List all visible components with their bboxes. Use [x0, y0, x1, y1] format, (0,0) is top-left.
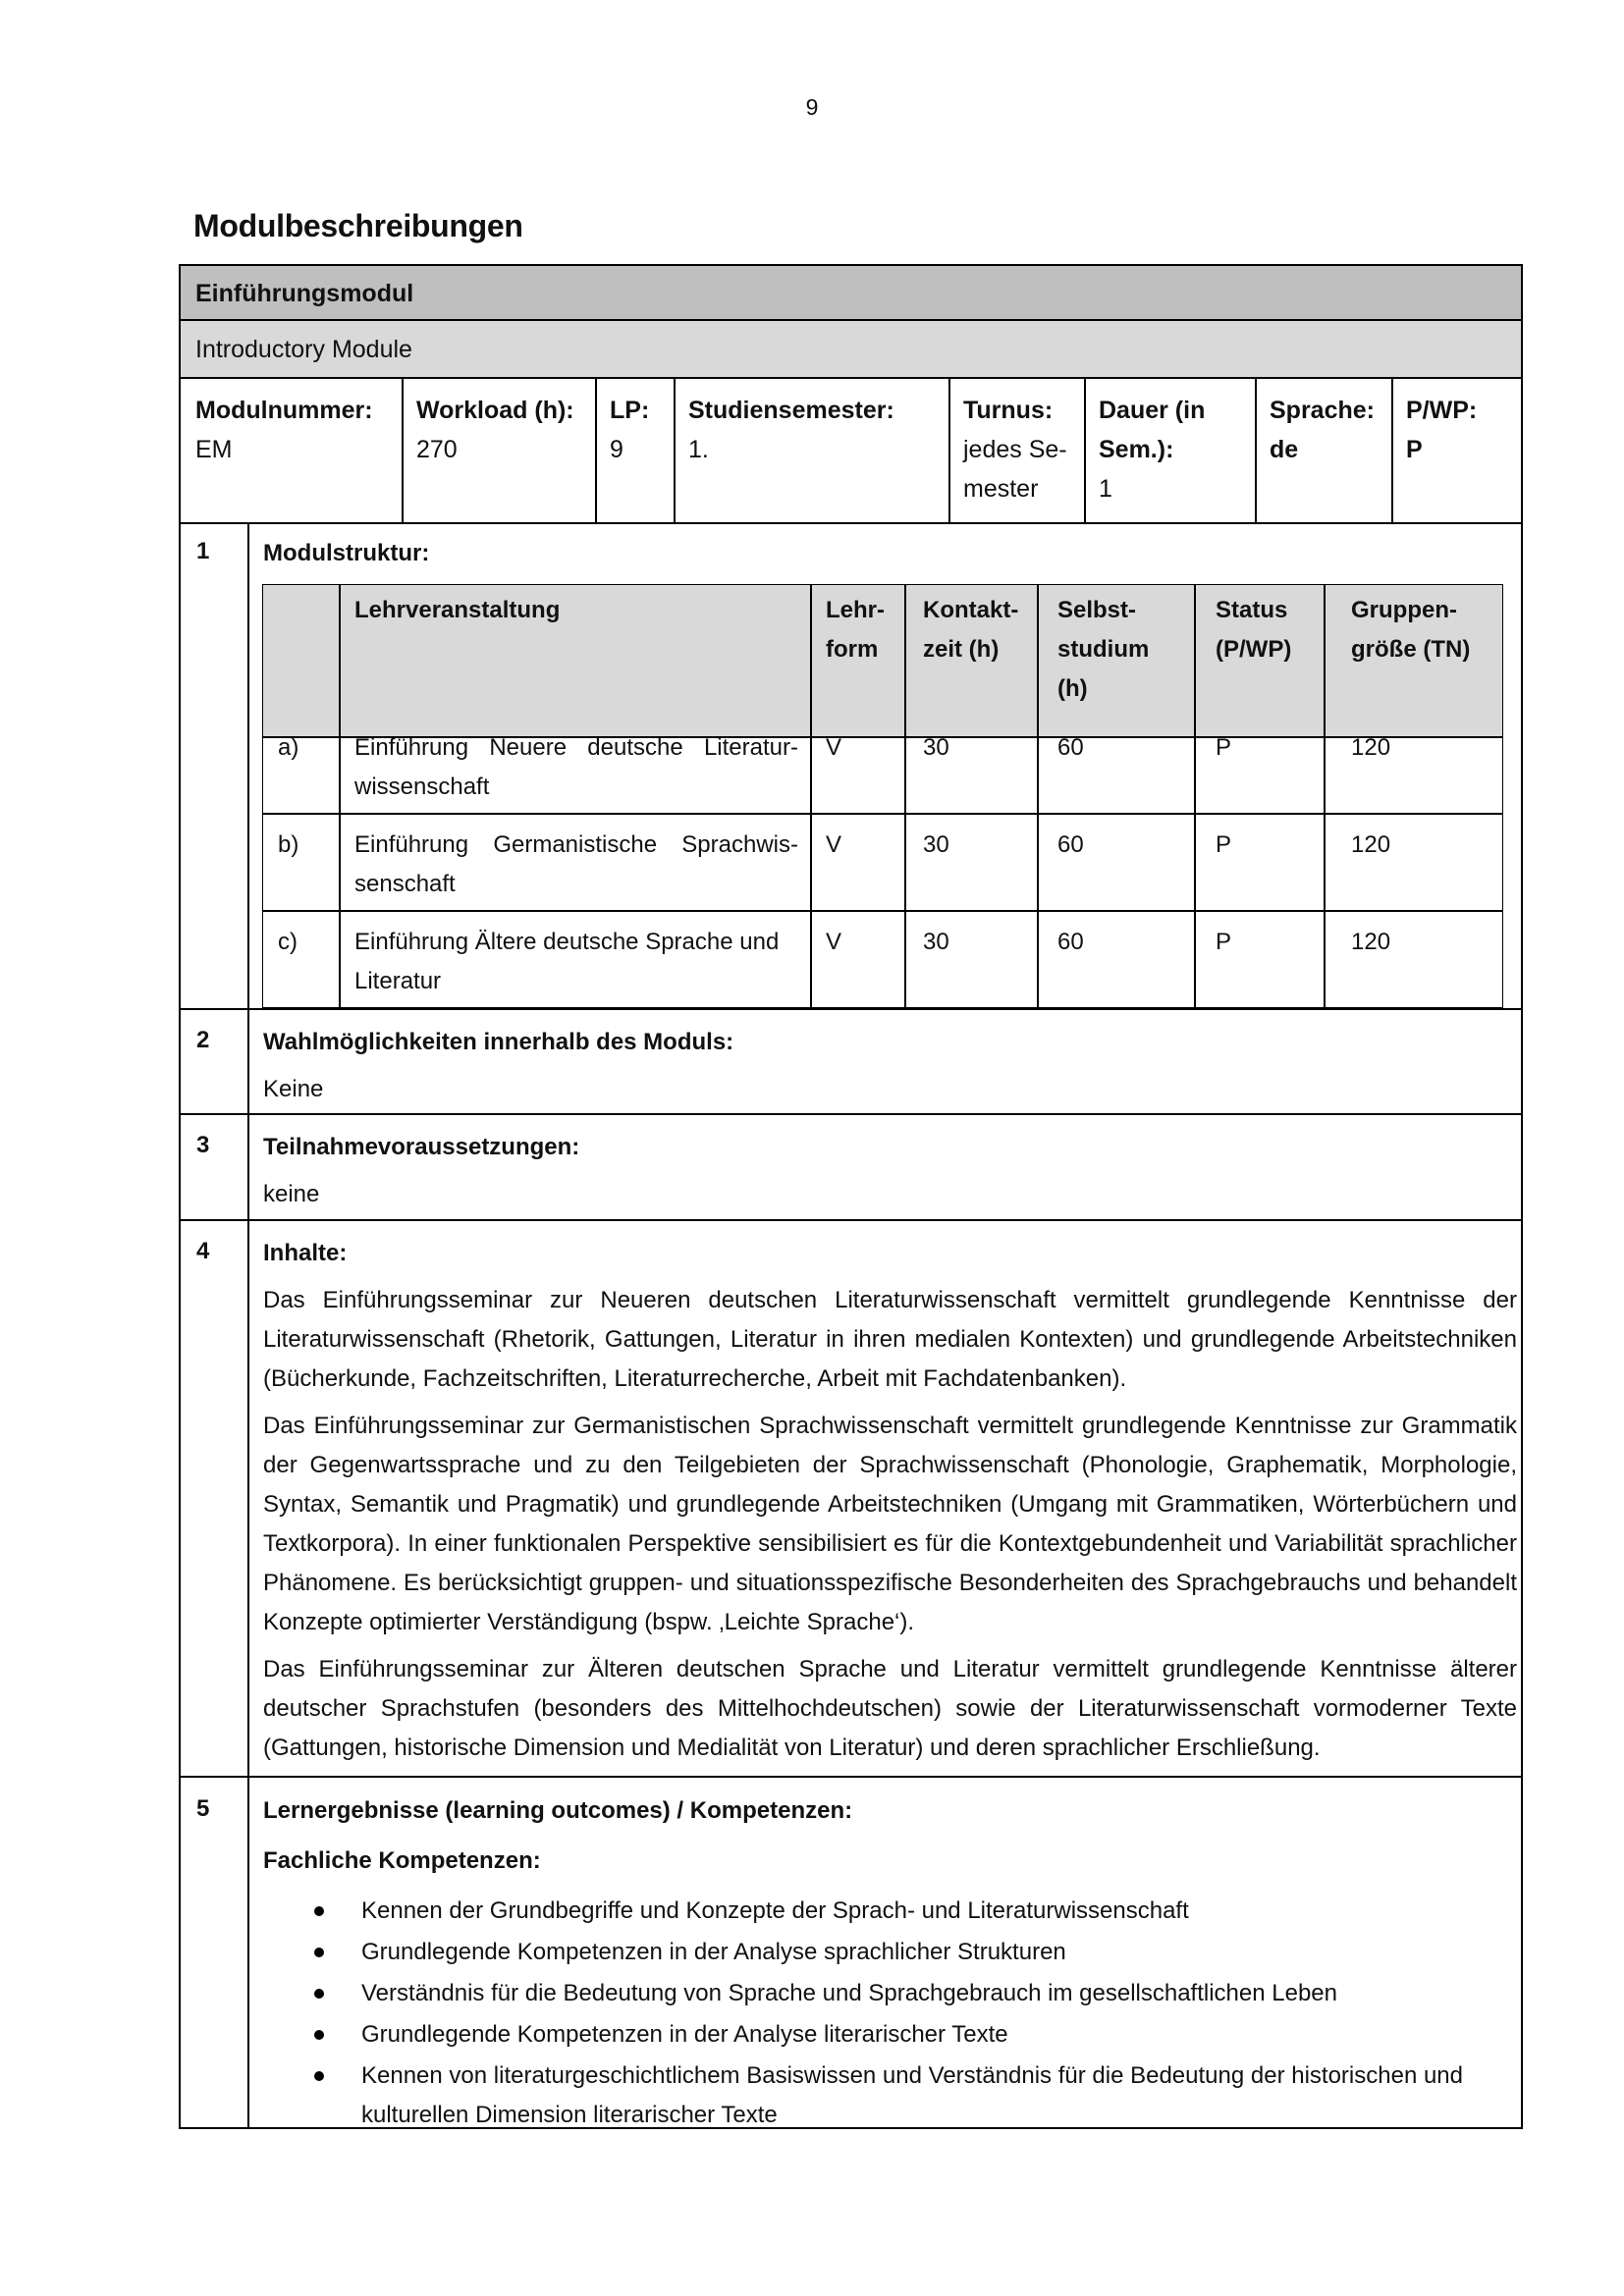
course-self-study-hours: 60 [1057, 831, 1084, 858]
course-form: V [826, 929, 842, 955]
divider [674, 379, 676, 523]
header-label: Workload (h): [416, 397, 574, 424]
divider [1391, 379, 1393, 523]
header-label: LP: [610, 397, 650, 424]
bullet-icon [314, 1948, 324, 1957]
column-header-lehrform: Lehr-form [826, 597, 885, 663]
course-self-study-hours: 60 [1057, 734, 1084, 761]
list-item-text: Grundlegende Kompetenzen in der Analyse sprachlicher Strukturen [361, 1939, 1066, 1965]
list-item-text: Kennen von literaturgeschichtlichem Basiswissen und Verständnis für die Bedeutung der historischen und kulturellen Dimension literarischer Texte [361, 2062, 1463, 2128]
section-number: 5 [196, 1795, 210, 1822]
divider [402, 379, 404, 523]
section-title-lernergebnisse: Lernergebnisse (learning outcomes) / Kompetenzen: [263, 1797, 853, 1824]
section-text-inhalte [263, 1281, 1517, 1776]
course-group-size: 120 [1351, 734, 1391, 761]
header-value: jedes Se-mester [963, 436, 1067, 503]
section-number: 1 [196, 538, 210, 564]
list-item [263, 2015, 1520, 2055]
course-status: P [1216, 734, 1232, 761]
course-title: Einführung Germanistische Sprachwis-senschaft [354, 831, 798, 897]
course-contact-hours: 30 [923, 831, 949, 858]
list-item-text: Grundlegende Kompetenzen in der Analyse literarischer Texte [361, 2021, 1008, 2048]
header-cell-modulnummer [181, 379, 402, 523]
header-value: 1. [688, 436, 709, 463]
divider [179, 522, 1523, 524]
module-name-en: Introductory Module [195, 336, 412, 363]
course-group-size: 120 [1351, 831, 1391, 858]
column-header-selbststudium: Selbst-studium (h) [1057, 597, 1150, 702]
header-value: 1 [1099, 475, 1112, 503]
divider [339, 584, 341, 1008]
header-cell-dauer [1084, 379, 1255, 523]
divider [262, 910, 1503, 912]
section-number: 2 [196, 1027, 210, 1053]
course-self-study-hours: 60 [1057, 929, 1084, 955]
header-label: P/WP: [1406, 397, 1478, 424]
course-title: Einführung Ältere deutsche Sprache und Literatur [354, 929, 780, 994]
course-contact-hours: 30 [923, 929, 949, 955]
column-header-gruppengroesse: Gruppen-größe (TN) [1351, 597, 1471, 663]
list-item [263, 1974, 1520, 2013]
paragraph: Das Einführungsseminar zur Neueren deutschen Literaturwissenschaft vermittelt grundlegende Kenntnisse der Literaturwissenschaft (Rhetorik, Gattungen, Literatur in ihren medialen Kontexten) und grundlegende Arbeitstechniken (Bücherkunde, Fachzeitschriften, Literaturrecherche, Arbeit mit Fachdatenbanken). [263, 1287, 1517, 1392]
column-header-status: Status (P/WP) [1216, 597, 1292, 663]
divider [262, 813, 1503, 815]
header-label: Modulnummer: [195, 397, 373, 424]
bullet-icon [314, 2071, 324, 2081]
header-value: P [1406, 436, 1423, 463]
section-title-inhalte: Inhalte: [263, 1240, 348, 1266]
header-cell-studiensemester [674, 379, 948, 523]
header-cell-sprache [1255, 379, 1391, 523]
module-name-en-band [181, 321, 1521, 379]
header-cell-pwp [1391, 379, 1521, 523]
course-status: P [1216, 831, 1232, 858]
divider [179, 1113, 1523, 1115]
bullet-icon [314, 1989, 324, 1999]
divider [1324, 584, 1326, 1008]
row-id: b) [278, 831, 299, 858]
header-cell-workload [402, 379, 595, 523]
list-item [263, 2056, 1520, 2135]
section-title-teilnahmevoraussetzungen: Teilnahmevoraussetzungen: [263, 1134, 580, 1160]
section-number: 4 [196, 1238, 210, 1264]
list-item-text: Verständnis für die Bedeutung von Sprache und Sprachgebrauch im gesellschaftlichen Leben [361, 1980, 1337, 2006]
course-title: Einführung Neuere deutsche Literatur-wissenschaft [354, 734, 798, 800]
section-text-teilnahmevoraussetzungen: keine [263, 1181, 320, 1207]
course-status: P [1216, 929, 1232, 955]
header-value: EM [195, 436, 233, 463]
header-cell-lp [595, 379, 674, 523]
divider [179, 1776, 1523, 1778]
section-number: 3 [196, 1132, 210, 1158]
column-header-lehrveranstaltung: Lehrveranstaltung [354, 597, 561, 623]
module-name-de: Einführungsmodul [195, 280, 414, 307]
header-label: Dauer (in Sem.): [1099, 397, 1206, 463]
bullet-icon [314, 2030, 324, 2040]
paragraph: Das Einführungsseminar zur Germanistischen Sprachwissenschaft vermittelt grundlegende Kenntnisse zur Grammatik der Gegenwartssprache und zu den Teilgebieten der Sprachwissenschaft (Phonologie, Graphematik, Morphologie, Syntax, Semantik und Pragmatik) und grundlegende Arbeitstechniken (Umgang mit Grammatiken, Wörterbüchern und Textkorpora). In einer funktionalen Perspektive sensibilisiert es für die Kontextgebundenheit und Variabilität sprachlicher Phänomene. Es berücksichtigt gruppen- und situationsspezifische Besonderheiten des Sprachgebrauchs und behandelt Konzepte optimierter Verständigung (bspw. ‚Leichte Sprache‘). [263, 1413, 1517, 1635]
course-form: V [826, 831, 842, 858]
section-subtitle-fachliche-kompetenzen: Fachliche Kompetenzen: [263, 1847, 541, 1874]
divider [595, 379, 597, 523]
column-header-kontaktzeit: Kontakt-zeit (h) [923, 597, 1019, 663]
divider [247, 523, 249, 2129]
header-label: Turnus: [963, 397, 1054, 424]
divider [904, 584, 906, 1008]
paragraph: Das Einführungsseminar zur Älteren deutschen Sprache und Literatur vermittelt grundlegende Kenntnisse älterer deutscher Sprachstufen (besonders des Mittelhochdeutschen) sowie der Literaturwissenschaft vormoderner Texte (Gattungen, historische Dimension und Medialität von Literatur) und deren sprachlicher Erschließung. [263, 1656, 1517, 1761]
divider [1255, 379, 1257, 523]
header-value: de [1270, 436, 1299, 463]
header-value: 9 [610, 436, 623, 463]
bullet-icon [314, 1906, 324, 1916]
header-cell-turnus [948, 379, 1084, 523]
section-text-wahlmoeglichkeiten: Keine [263, 1076, 324, 1102]
row-id: c) [278, 929, 298, 955]
divider [948, 379, 950, 523]
list-item [263, 1933, 1520, 1972]
module-name-band [181, 266, 1521, 321]
divider [1194, 584, 1196, 1008]
course-contact-hours: 30 [923, 734, 949, 761]
header-value: 270 [416, 436, 458, 463]
course-group-size: 120 [1351, 929, 1391, 955]
header-label: Studiensemester: [688, 397, 894, 424]
divider [1037, 584, 1039, 1008]
divider [179, 1008, 1523, 1010]
divider [1084, 379, 1086, 523]
list-item [263, 1892, 1520, 1931]
section-title-modulstruktur: Modulstruktur: [263, 540, 430, 566]
competence-list [263, 1892, 1520, 2137]
divider [810, 584, 812, 1008]
row-id: a) [278, 734, 299, 761]
list-item-text: Kennen der Grundbegriffe und Konzepte der Sprach- und Literaturwissenschaft [361, 1897, 1189, 1924]
header-label: Sprache: [1270, 397, 1375, 424]
page-number: 9 [805, 94, 819, 120]
course-form: V [826, 734, 842, 761]
page-title: Modulbeschreibungen [193, 208, 523, 243]
section-title-wahlmoeglichkeiten: Wahlmöglichkeiten innerhalb des Moduls: [263, 1029, 734, 1055]
divider [179, 1219, 1523, 1221]
